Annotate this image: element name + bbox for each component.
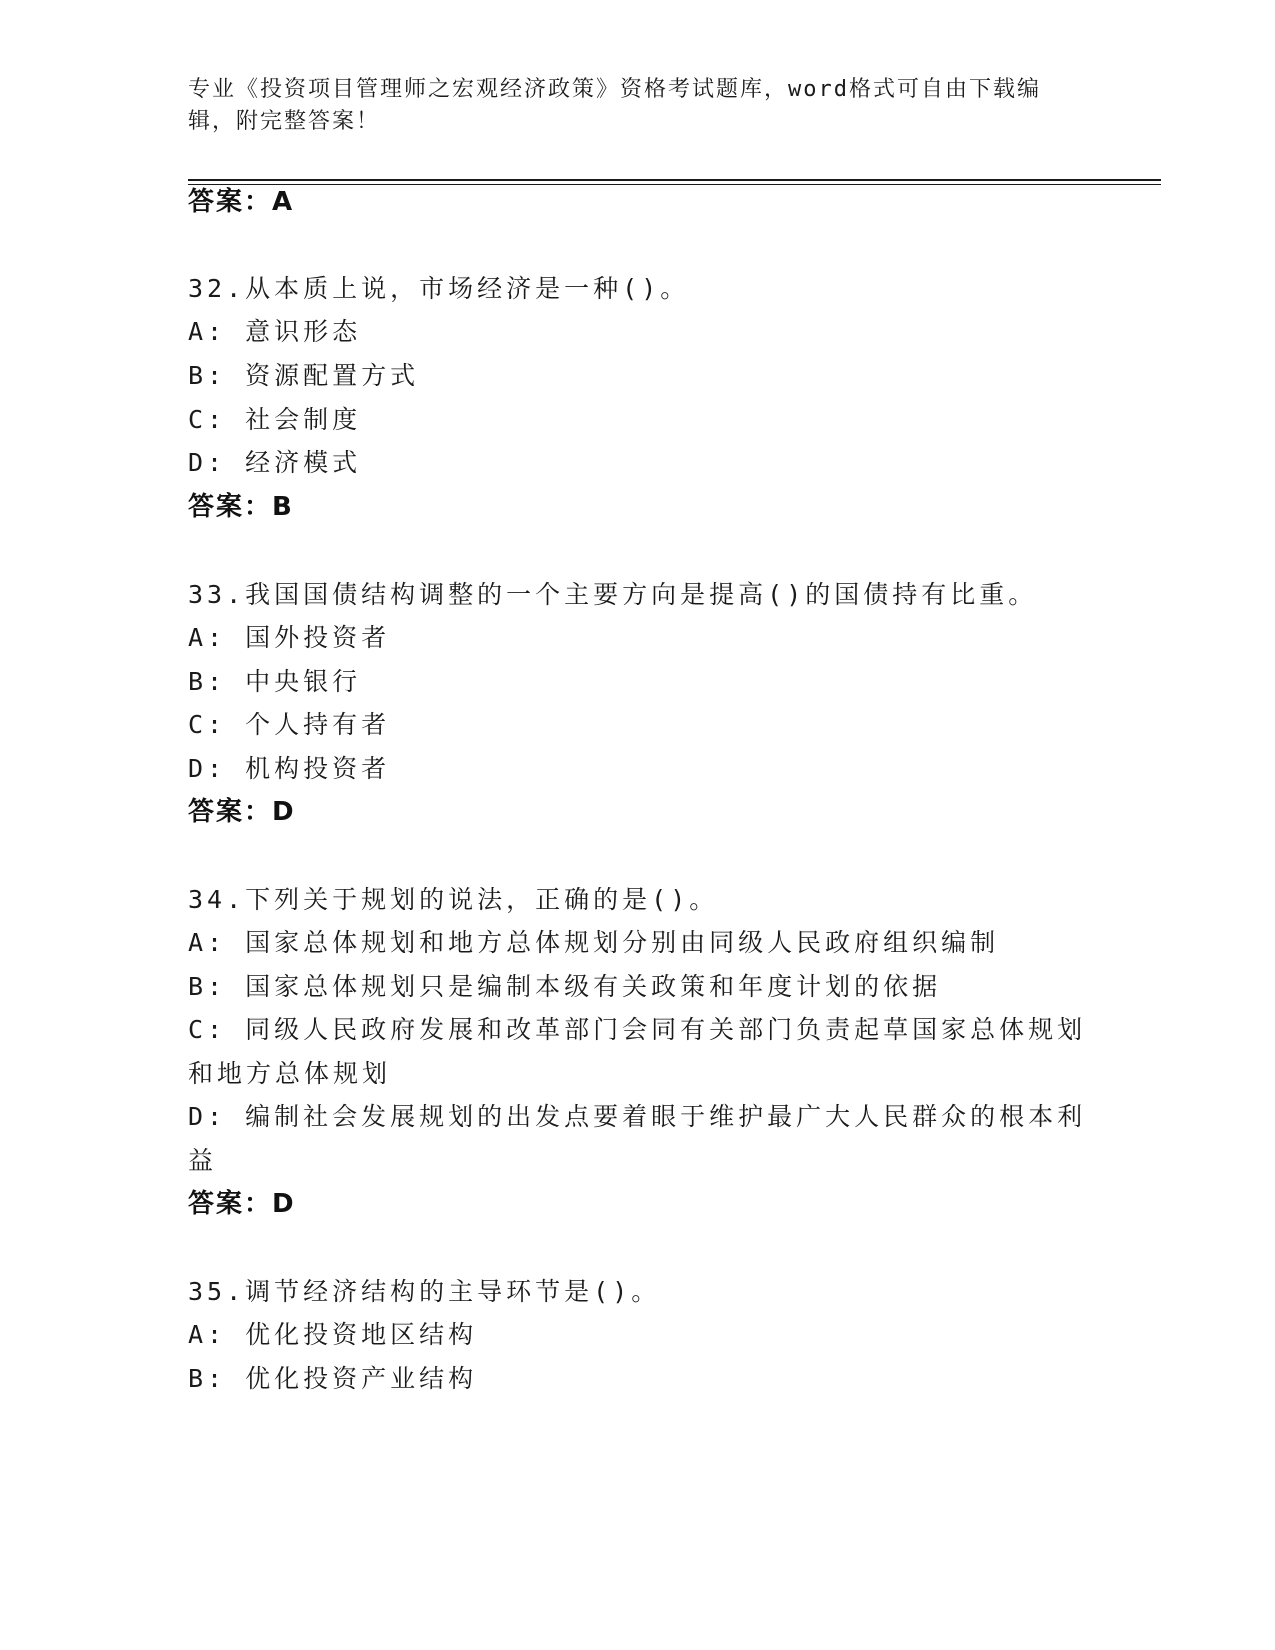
option-34-a: A: 国家总体规划和地方总体规划分别由同级人民政府组织编制 (188, 928, 1000, 957)
header-intro-line-2: 辑，附完整答案！ (188, 109, 381, 134)
question-stem-34: 34.下列关于规划的说法，正确的是()。 (188, 885, 719, 914)
option-34-d: D: 编制社会发展规划的出发点要着眼于维护最广大人民群众的根本利 (188, 1102, 1087, 1131)
option-33-d: D: 机构投资者 (188, 754, 391, 783)
option-32-c: C: 社会制度 (188, 405, 362, 434)
option-34-d-continued: 益 (188, 1146, 218, 1175)
option-33-b: B: 中央银行 (188, 667, 362, 696)
option-34-c-continued: 和地方总体规划 (188, 1059, 392, 1088)
document-header (188, 74, 1078, 138)
option-32-b: B: 资源配置方式 (188, 361, 420, 390)
answer-label-32: 答案：B (188, 492, 294, 522)
answer-label-33: 答案：D (188, 797, 296, 827)
header-intro-line-1: 专业《投资项目管理师之宏观经济政策》资格考试题库，word格式可自由下载编 (188, 77, 1041, 102)
header-divider-thick (188, 179, 1161, 181)
option-32-a: A: 意识形态 (188, 317, 362, 346)
option-34-b: B: 国家总体规划只是编制本级有关政策和年度计划的依据 (188, 972, 942, 1001)
option-33-c: C: 个人持有者 (188, 710, 391, 739)
question-stem-35: 35.调节经济结构的主导环节是()。 (188, 1277, 661, 1306)
option-35-b: B: 优化投资产业结构 (188, 1364, 478, 1393)
question-stem-33: 33.我国国债结构调整的一个主要方向是提高()的国债持有比重。 (188, 580, 1038, 609)
option-33-a: A: 国外投资者 (188, 623, 391, 652)
answer-label-prev: 答案：A (188, 187, 295, 217)
answer-label-34: 答案：D (188, 1189, 296, 1219)
option-34-c: C: 同级人民政府发展和改革部门会同有关部门负责起草国家总体规划 (188, 1015, 1087, 1044)
question-stem-32: 32.从本质上说，市场经济是一种()。 (188, 274, 690, 303)
option-32-d: D: 经济模式 (188, 448, 362, 477)
option-35-a: A: 优化投资地区结构 (188, 1320, 478, 1349)
header-divider-thin (188, 184, 1161, 185)
